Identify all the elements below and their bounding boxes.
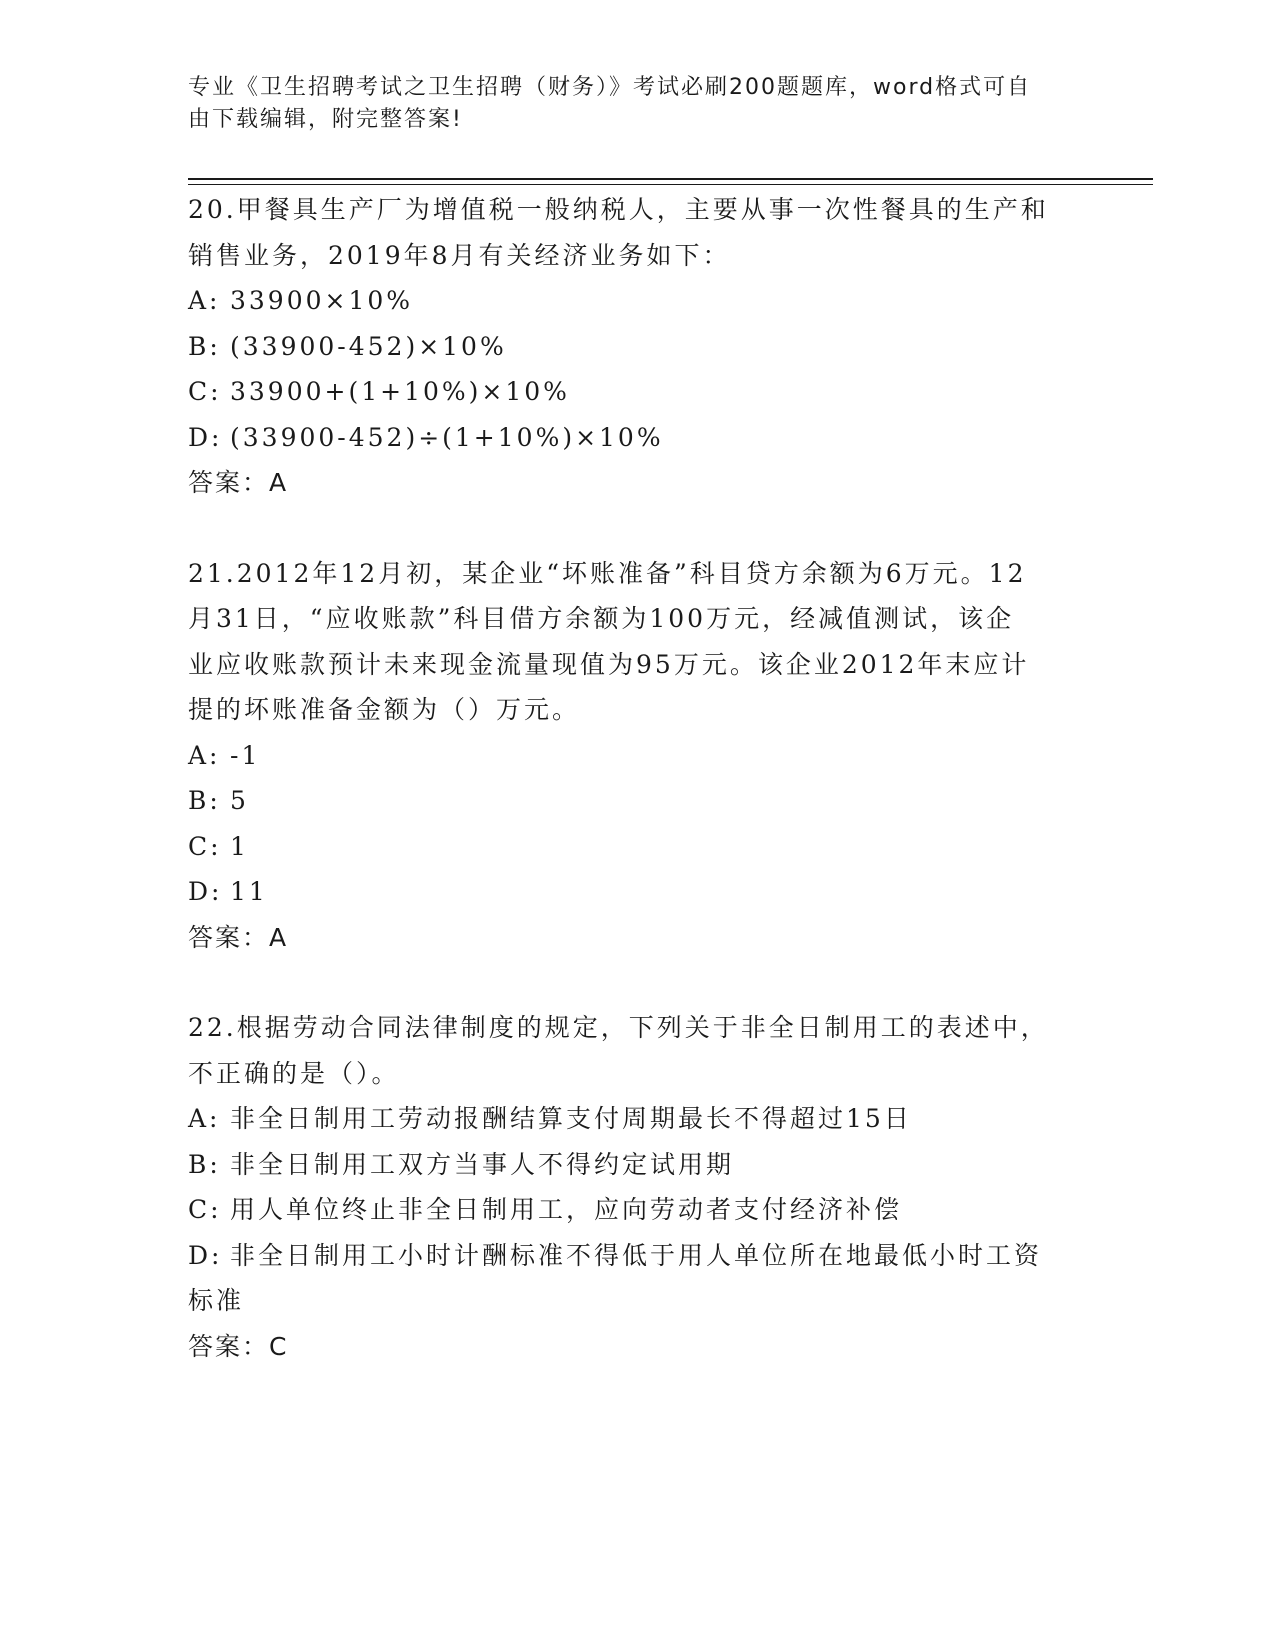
answer-line: 答案：A (188, 468, 289, 497)
answer-line: 答案：C (188, 1331, 289, 1361)
header-divider-thin (188, 184, 1153, 185)
question-21 (188, 551, 1068, 961)
option-key: B: (188, 331, 221, 361)
option-text: 33900×10% (230, 286, 414, 315)
option-text: 1 (230, 831, 249, 861)
option-text: 11 (230, 877, 268, 906)
option-a (188, 1096, 1068, 1142)
option-text: 非全日制用工双方当事人不得约定试用期 (230, 1149, 735, 1179)
option-text: 非全日制用工劳动报酬结算支付周期最长不得超过15日 (230, 1104, 912, 1133)
option-text: 标准 (188, 1286, 245, 1315)
option-text: 5 (230, 786, 249, 815)
option-d-continuation (188, 1278, 1068, 1324)
question-22 (188, 1005, 1068, 1369)
answer-line: 答案：A (188, 922, 289, 952)
option-key: A: (188, 740, 221, 770)
option-text: 用人单位终止非全日制用工，应向劳动者支付经济补偿 (230, 1195, 903, 1224)
option-b (188, 324, 1068, 370)
question-stem-line: 22.根据劳动合同法律制度的规定，下列关于非全日制用工的表述中， (188, 1013, 1049, 1042)
option-text: (33900-452)×10% (230, 331, 507, 361)
option-d (188, 415, 1068, 461)
option-c (188, 1187, 1068, 1233)
option-b (188, 778, 1068, 824)
document-header (188, 72, 1068, 136)
option-d (188, 1233, 1068, 1279)
option-key: A: (188, 286, 221, 315)
option-text: 非全日制用工小时计酬标准不得低于用人单位所在地最低小时工资 (230, 1240, 1043, 1270)
option-a (188, 278, 1068, 324)
option-text: 33900+(1+10%)×10% (230, 377, 570, 406)
option-key: C: (188, 1195, 222, 1224)
header-line-1: 专业《卫生招聘考试之卫生招聘（财务）》考试必刷200题题库，word格式可自 (188, 75, 1032, 100)
option-key: C: (188, 377, 222, 406)
option-key: A: (188, 1104, 221, 1133)
option-c (188, 369, 1068, 415)
question-stem-line: 销售业务，2019年8月有关经济业务如下： (188, 240, 731, 270)
option-text: (33900-452)÷(1+10%)×10% (230, 422, 664, 452)
question-stem-line: 不正确的是（）。 (188, 1058, 400, 1088)
option-text: -1 (230, 740, 261, 770)
option-key: D: (188, 1240, 223, 1270)
question-20 (188, 187, 1068, 506)
option-c (188, 824, 1068, 870)
question-stem-line: 提的坏账准备金额为（）万元。 (188, 695, 581, 724)
option-d (188, 869, 1068, 915)
question-stem-line: 21.2012年12月初，某企业“坏账准备”科目贷方余额为6万元。12 (188, 558, 1027, 588)
header-divider-thick (188, 178, 1153, 180)
option-a (188, 733, 1068, 779)
option-key: D: (188, 422, 223, 452)
question-stem-line: 业应收账款预计未来现金流量现值为95万元。该企业2012年末应计 (188, 649, 1030, 679)
question-stem-line: 月31日，“应收账款”科目借方余额为100万元，经减值测试，该企 (188, 604, 1015, 633)
header-line-2: 由下载编辑，附完整答案! (188, 107, 463, 132)
option-key: C: (188, 831, 222, 861)
option-key: D: (188, 877, 223, 906)
question-stem-line: 20.甲餐具生产厂为增值税一般纳税人，主要从事一次性餐具的生产和 (188, 195, 1049, 224)
option-b (188, 1142, 1068, 1188)
option-key: B: (188, 786, 221, 815)
question-list (188, 187, 1068, 1414)
option-key: B: (188, 1149, 221, 1179)
